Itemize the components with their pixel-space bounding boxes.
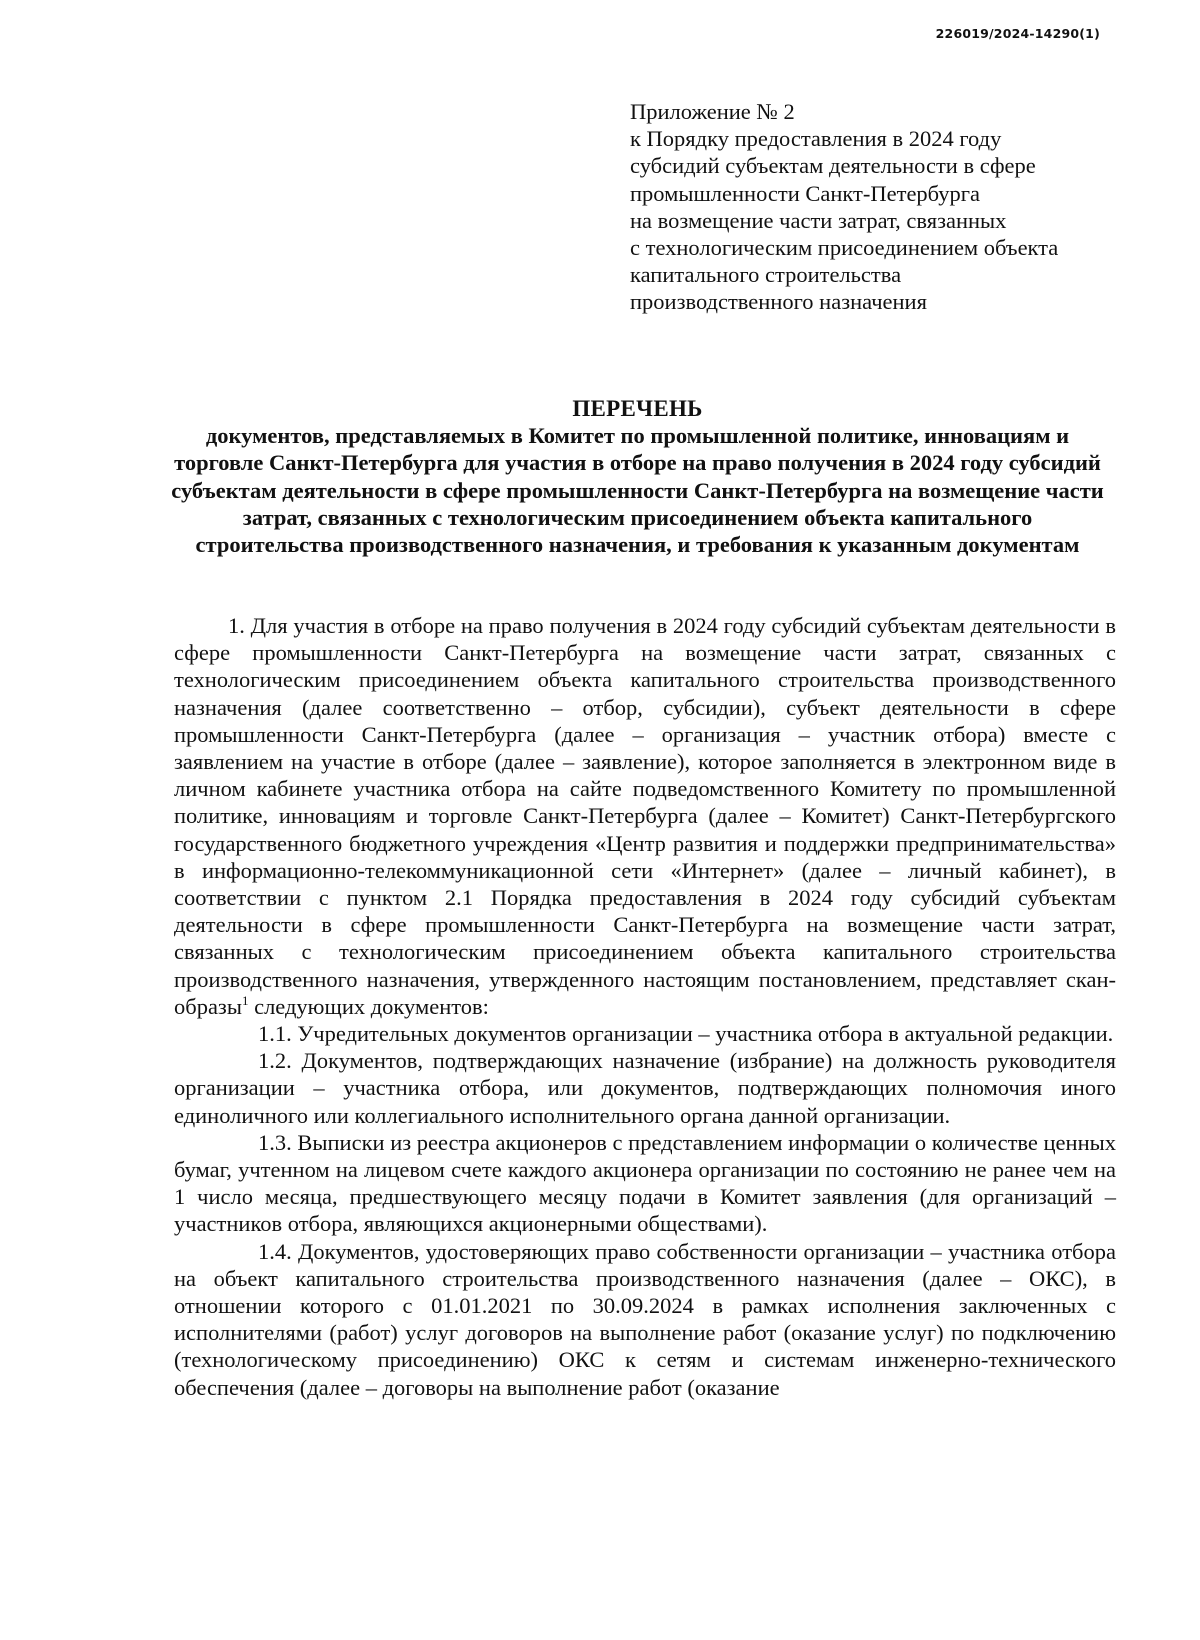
appendix-line: субсидий субъектам деятельности в сфере [630, 153, 1036, 179]
registration-number: 226019/2024-14290(1) [935, 26, 1100, 41]
appendix-line: на возмещение части затрат, связанных [630, 207, 1007, 233]
appendix-block [630, 98, 1150, 316]
appendix-line: производственного назначения [630, 289, 927, 315]
document-title [170, 395, 1105, 558]
appendix-line: к Порядку предоставления в 2024 году [630, 126, 1002, 152]
appendix-line: Приложение № 2 [630, 99, 795, 124]
document-body [174, 612, 1116, 1401]
paragraph-1-1: 1.1. Учредительных документов организации – участника отбора в актуальной редакции. [258, 1021, 1114, 1047]
title-subheading: документов, представляемых в Комитет по промышленной политике, инновациям и торговле Санкт-Петербурга для участия в отборе на право получения в 2024 году субсидий субъектам деятельности в сфере промышленности Санкт-Петербурга на возмещение части затрат, связанных с технологическим присоединением объекта капитального строительства производственного назначения, и требования к указанным документам [171, 423, 1104, 558]
paragraph-1-text: 1. Для участия в отборе на право получения в 2024 году субсидий субъектам деятельности в сфере промышленности Санкт-Петербурга на возмещение части затрат, связанных с технологическим присоединением объекта капитального строительства производственного назначения (далее соответственно – отбор, субсидии), субъект деятельности в сфере промышленности Санкт-Петербурга (далее – организация – участник отбора) вместе с заявлением на участие в отборе (далее – заявление), которое заполняется в электронном виде в личном кабинете участника отбора на сайте подведомственного Комитету по промышленной политике, инновациям и торговле Санкт-Петербурга (далее – Комитет) Санкт-Петербургского государственного бюджетного учреждения «Центр развития и поддержки предпринимательства» в информационно-телекоммуникационной сети «Интернет» (далее – личный кабинет), в соответствии с пунктом 2.1 Порядка предоставления в 2024 году субсидий субъектам деятельности в сфере промышленности Санкт-Петербурга на возмещение части затрат, связанных с технологическим присоединением объекта капитального строительства производственного назначения, утвержденного настоящим постановлением, представляет скан-образы [174, 613, 1116, 1019]
paragraph-1-tail: следующих документов: [248, 993, 489, 1019]
paragraph-1 [174, 612, 1116, 1020]
footnote-mark: 1 [241, 992, 249, 1008]
appendix-line: с технологическим присоединением объекта [630, 235, 1059, 261]
appendix-line: промышленности Санкт-Петербурга [630, 180, 980, 206]
appendix-line: капитального строительства [630, 262, 902, 288]
paragraph-1-2: 1.2. Документов, подтверждающих назначение (избрание) на должность руководителя организации – участника отбора, или документов, подтверждающих полномочия иного единоличного или коллегиального исполнительного органа данной организации. [174, 1048, 1116, 1128]
paragraph-1-4: 1.4. Документов, удостоверяющих право собственности организации – участника отбора на объект капитального строительства производственного назначения (далее – ОКС), в отношении которого с 01.01.2021 по 30.09.2024 в рамках исполнения заключенных с исполнителями (работ) услуг договоров на выполнение работ (оказание услуг) по подключению (технологическому присоединению) ОКС к сетям и системам инженерно-технического обеспечения (далее – договоры на выполнение работ (оказание [174, 1238, 1116, 1400]
paragraph-1-3: 1.3. Выписки из реестра акционеров с представлением информации о количестве ценных бумаг, учтенном на лицевом счете каждого акционера организации по состоянию не ранее чем на 1 число месяца, предшествующего месяцу подачи в Комитет заявления (для организаций – участников отбора, являющихся акционерными обществами). [174, 1129, 1116, 1237]
title-heading: ПЕРЕЧЕНЬ [572, 396, 703, 421]
